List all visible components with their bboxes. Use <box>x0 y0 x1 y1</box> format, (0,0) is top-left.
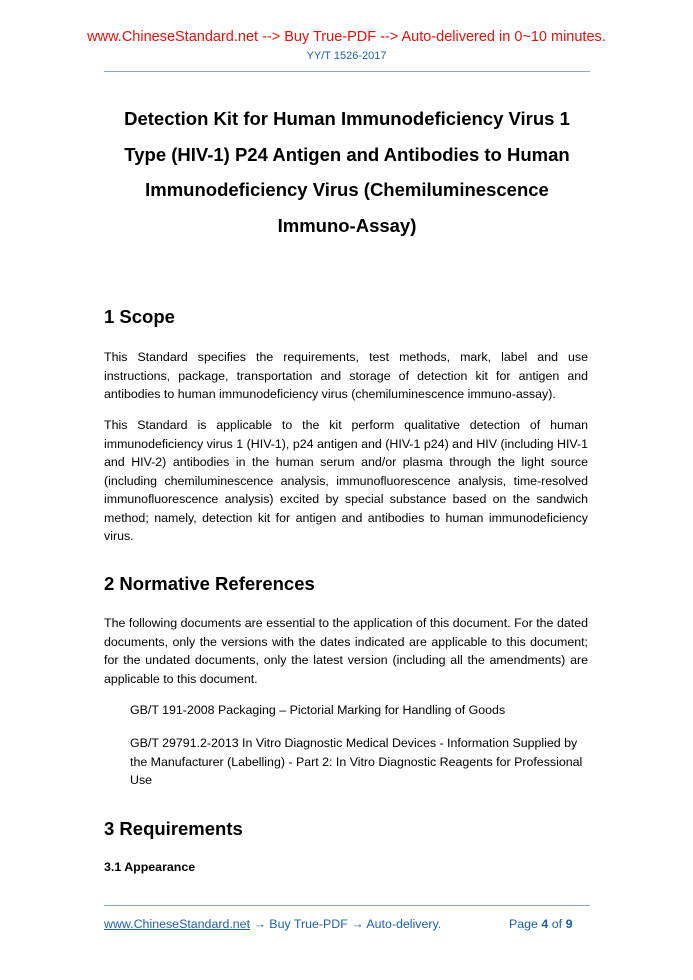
scope-heading: 1 Scope <box>104 306 175 327</box>
page-current: 4 <box>541 917 549 931</box>
title-line: Immunodeficiency Virus (Chemiluminescence <box>145 179 549 200</box>
footer-promo <box>104 916 441 932</box>
top-banner[interactable]: www.ChineseStandard.net --> Buy True-PDF --> Auto-delivered in 0~10 minutes. <box>87 29 606 45</box>
page-total: 9 <box>565 917 573 931</box>
page-indicator <box>509 916 572 932</box>
normative-intro-paragraph: The following documents are essential to the application of this document. For the dated documents, only the versions with the dates indicated are applicable to this document; for the undated documents, only the latest version (including all the amendments) are applicable to this document. <box>104 616 588 686</box>
footer-promo-text: → Buy True-PDF → Auto-delivery. <box>250 917 442 931</box>
reference-item: GB/T 191-2008 Packaging – Pictorial Marking for Handling of Goods <box>130 703 506 717</box>
title-line: Detection Kit for Human Immunodeficiency Virus 1 <box>124 108 570 129</box>
appearance-subheading: 3.1 Appearance <box>104 860 196 874</box>
reference-item: GB/T 29791.2-2013 In Vitro Diagnostic Medical Devices - Information Supplied by the Manufacturer (Labelling) - Part 2: In Vitro Diagnostic Reagents for Professional Use <box>130 736 583 787</box>
scope-paragraph: This Standard specifies the requirements, test methods, mark, label and use instructions, package, transportation and storage of detection kit for antigen and antibodies to human immunodeficiency virus (chemiluminescence immuno-assay). <box>104 350 588 401</box>
document-title <box>104 101 590 243</box>
footer-divider <box>104 905 590 906</box>
standard-code: YY/T 1526-2017 <box>306 50 387 62</box>
of-label: of <box>551 917 563 931</box>
page-label: Page <box>509 917 538 931</box>
header-divider <box>104 71 590 72</box>
scope-paragraph: This Standard is applicable to the kit perform qualitative detection of human immunodeficiency virus 1 (HIV-1), p24 antigen and (HIV-1 p24) and HIV (including HIV-1 and HIV-2) antibodies in the human serum and/or plasma through the light source (including chemiluminescence analysis, immunofluorescence analysis, time-resolved immunofluorescence analysis) excited by special substance based on the sandwich method; namely, detection kit for antigen and antibodies to human immunodeficiency virus. <box>104 418 588 543</box>
title-line: Immuno-Assay) <box>277 214 417 236</box>
footer-site-link[interactable]: www.ChineseStandard.net <box>104 917 251 931</box>
requirements-heading: 3 Requirements <box>104 818 243 839</box>
title-line: Type (HIV-1) P24 Antigen and Antibodies to Human <box>124 143 570 165</box>
normative-references-heading: 2 Normative References <box>104 573 315 594</box>
